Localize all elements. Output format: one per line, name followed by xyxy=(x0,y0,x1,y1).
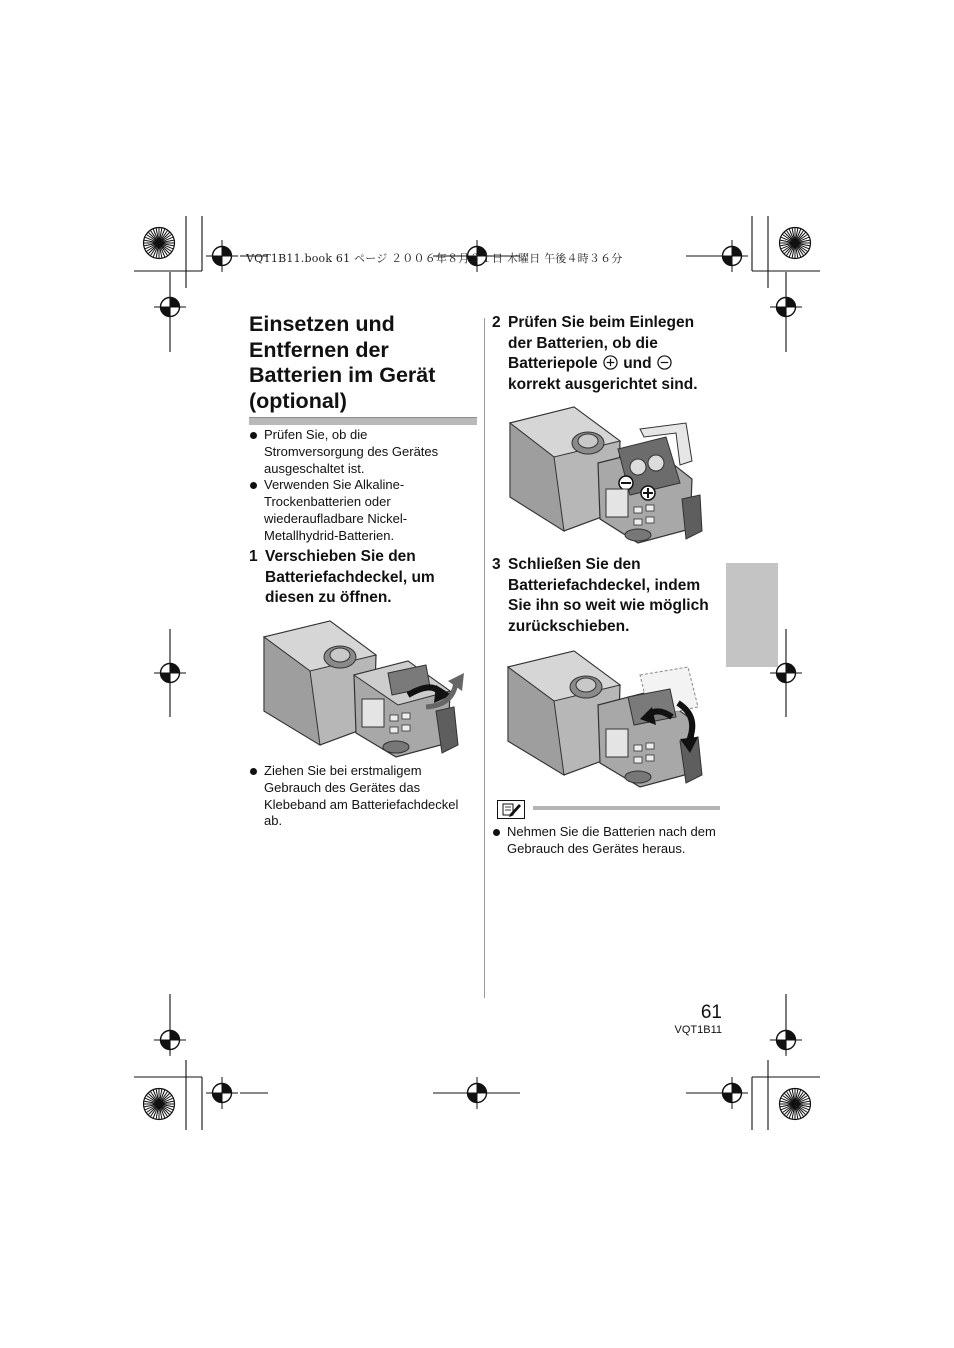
crosshair-circle-icon xyxy=(206,1077,238,1109)
step-number: 1 xyxy=(249,548,258,565)
crosshair-circle-icon xyxy=(770,291,802,323)
starburst-target-icon xyxy=(144,228,175,259)
list-item: Nehmen Sie die Batterien nach dem Gebrauch des Gerätes heraus. xyxy=(492,824,717,858)
section-side-tab xyxy=(726,563,778,667)
step-2 xyxy=(492,313,720,395)
title-line: Entfernen der xyxy=(249,337,389,362)
note-divider xyxy=(533,806,720,810)
crosshair-circle-icon xyxy=(716,1077,748,1109)
step-text-after: korrekt ausgerichtet sind. xyxy=(508,375,698,393)
flash-battery-polarity-illustration xyxy=(504,403,720,548)
crosshair-circle-icon xyxy=(154,657,186,689)
crosshair-circle-icon xyxy=(154,1024,186,1056)
model-code: VQT1B11 xyxy=(674,1024,722,1036)
list-item: Ziehen Sie bei erstmaligem Gebrauch des Gerätes das Klebeband am Batteriefachdeckel ab. xyxy=(249,763,474,830)
list-item: Prüfen Sie, ob die Stromversorgung des Gerätes ausgeschaltet ist. xyxy=(249,427,469,477)
note-pencil-icon xyxy=(497,800,525,819)
starburst-target-icon xyxy=(144,1089,175,1120)
flash-open-cover-illustration xyxy=(258,615,474,760)
column-divider xyxy=(484,318,485,998)
title-line: Einsetzen und xyxy=(249,312,395,336)
step-1 xyxy=(249,547,474,609)
step-text-block xyxy=(492,313,720,395)
step-text: Prüfen Sie beim Einlegen der Batterien, ob die Batteriepole xyxy=(508,314,695,372)
step-text: Schließen Sie den Batteriefachdeckel, indem Sie ihn so weit wie möglich zurückschieben. xyxy=(508,556,709,635)
print-header: VQT1B11.book 61 ページ ２００６年８月３１日 木曜日 午後４時３６分 xyxy=(246,252,623,265)
flash-close-cover-illustration xyxy=(502,645,718,790)
intro-bullet-list xyxy=(249,427,469,545)
crosshair-circle-icon xyxy=(206,240,238,272)
page-number: 61 xyxy=(700,1002,722,1023)
crosshair-circle-icon xyxy=(461,1077,493,1109)
starburst-target-icon xyxy=(780,1089,811,1120)
crosshair-circle-icon xyxy=(716,240,748,272)
step1-bullet-list xyxy=(249,763,474,830)
step-number: 2 xyxy=(492,314,501,331)
crosshair-circle-icon xyxy=(154,291,186,323)
starburst-target-icon xyxy=(780,228,811,259)
step-number: 3 xyxy=(492,556,501,573)
title-line: (optional) xyxy=(249,388,347,413)
crosshair-circle-icon xyxy=(770,1024,802,1056)
list-item: Verwenden Sie Alkaline-Trockenbatterien oder wiederaufladbare Nickel-Metallhydrid-Batterien. xyxy=(249,477,469,544)
title-underline xyxy=(249,417,477,425)
step-text-and: und xyxy=(623,355,652,372)
note-bullet-list xyxy=(492,824,717,858)
minus-circle-icon xyxy=(657,355,672,370)
plus-circle-icon xyxy=(603,355,618,370)
title-line: Batterien im Gerät xyxy=(249,363,436,387)
step-3 xyxy=(492,555,720,637)
page-title xyxy=(249,312,484,414)
step-text: Verschieben Sie den Batteriefachdeckel, um diesen zu öffnen. xyxy=(265,548,435,606)
